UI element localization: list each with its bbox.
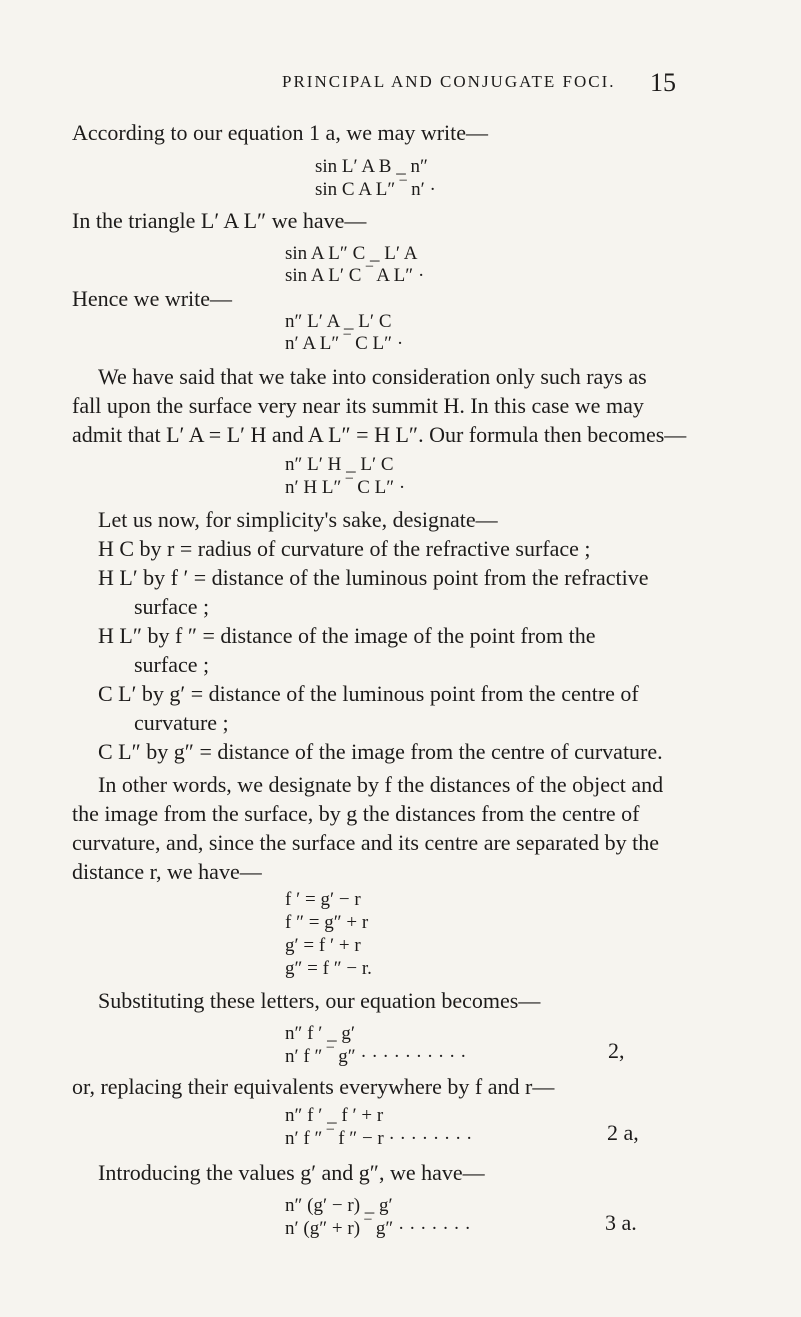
paragraph-line: Let us now, for simplicity's sake, designate— (98, 507, 498, 532)
equation-label: 3 a. (605, 1210, 637, 1235)
equation-denominator: n′ f ″ ‾ f ″ − r · · · · · · · · (285, 1128, 473, 1149)
paragraph-line: Introducing the values g′ and g″, we have— (98, 1160, 485, 1185)
paragraph-line: In the triangle L′ A L″ we have— (72, 208, 367, 233)
paragraph-line: admit that L′ A = L′ H and A L″ = H L″. Our formula then becomes— (72, 422, 687, 447)
paragraph-line: curvature, and, since the surface and its centre are separated by the (72, 830, 659, 855)
equation-numerator: sin L′ A B _ n″ (315, 156, 428, 177)
definition-line: H L″ by f ″ = distance of the image of the point from the (98, 623, 596, 648)
running-header (0, 68, 801, 102)
paragraph-line: or, replacing their equivalents everywhere by f and r— (72, 1074, 555, 1099)
equation-numerator: n″ L′ H _ L′ C (285, 454, 394, 475)
equation-label: 2, (608, 1038, 625, 1063)
equation-numerator: sin A L″ C _ L′ A (285, 243, 418, 264)
definition-line: surface ; (134, 652, 210, 677)
equation-numerator: n″ f ′ _ g′ (285, 1023, 356, 1044)
equation-denominator: n′ f ″ ‾ g″ · · · · · · · · · · (285, 1046, 467, 1067)
paragraph-line: the image from the surface, by g the distances from the centre of (72, 801, 640, 826)
paragraph-line: fall upon the surface very near its summit H. In this case we may (72, 393, 644, 418)
definition-line: H C by r = radius of curvature of the refractive surface ; (98, 536, 591, 561)
equation-label: 2 a, (607, 1120, 639, 1145)
equation-numerator: n″ f ′ _ f ′ + r (285, 1105, 384, 1126)
equation-denominator: n′ H L″ ‾ C L″ · (285, 477, 406, 498)
equation-numerator: n″ (g′ − r) _ g′ (285, 1195, 393, 1216)
equation-line: g′ = f ′ + r (285, 935, 361, 956)
equation-line: g″ = f ″ − r. (285, 958, 372, 979)
page-number: 15 (650, 68, 676, 97)
equation-denominator: n′ A L″ ‾ C L″ · (285, 333, 404, 354)
equation-line: f ′ = g′ − r (285, 889, 361, 910)
paragraph-line: We have said that we take into consideration only such rays as (98, 364, 647, 389)
equation-denominator: n′ (g″ + r) ‾ g″ · · · · · · · (285, 1218, 471, 1239)
running-title: PRINCIPAL AND CONJUGATE FOCI. (282, 72, 616, 91)
paragraph-line: According to our equation 1 a, we may write— (72, 120, 489, 145)
equation-numerator: n″ L′ A _ L′ C (285, 311, 392, 332)
definition-line: C L″ by g″ = distance of the image from the centre of curvature. (98, 739, 663, 764)
definition-line: H L′ by f ′ = distance of the luminous point from the refractive (98, 565, 649, 590)
definition-line: surface ; (134, 594, 210, 619)
equation-denominator: sin A L′ C ‾ A L″ · (285, 265, 425, 286)
paragraph-line: Hence we write— (72, 286, 233, 311)
paragraph-line: In other words, we designate by f the distances of the object and (98, 772, 664, 797)
equation-line: f ″ = g″ + r (285, 912, 369, 933)
definition-line: C L′ by g′ = distance of the luminous point from the centre of (98, 681, 639, 706)
definition-line: curvature ; (134, 710, 229, 735)
equation-denominator: sin C A L″ ‾ n′ · (315, 179, 436, 200)
paragraph-line: distance r, we have— (72, 859, 262, 884)
paragraph-line: Substituting these letters, our equation becomes— (98, 988, 541, 1013)
